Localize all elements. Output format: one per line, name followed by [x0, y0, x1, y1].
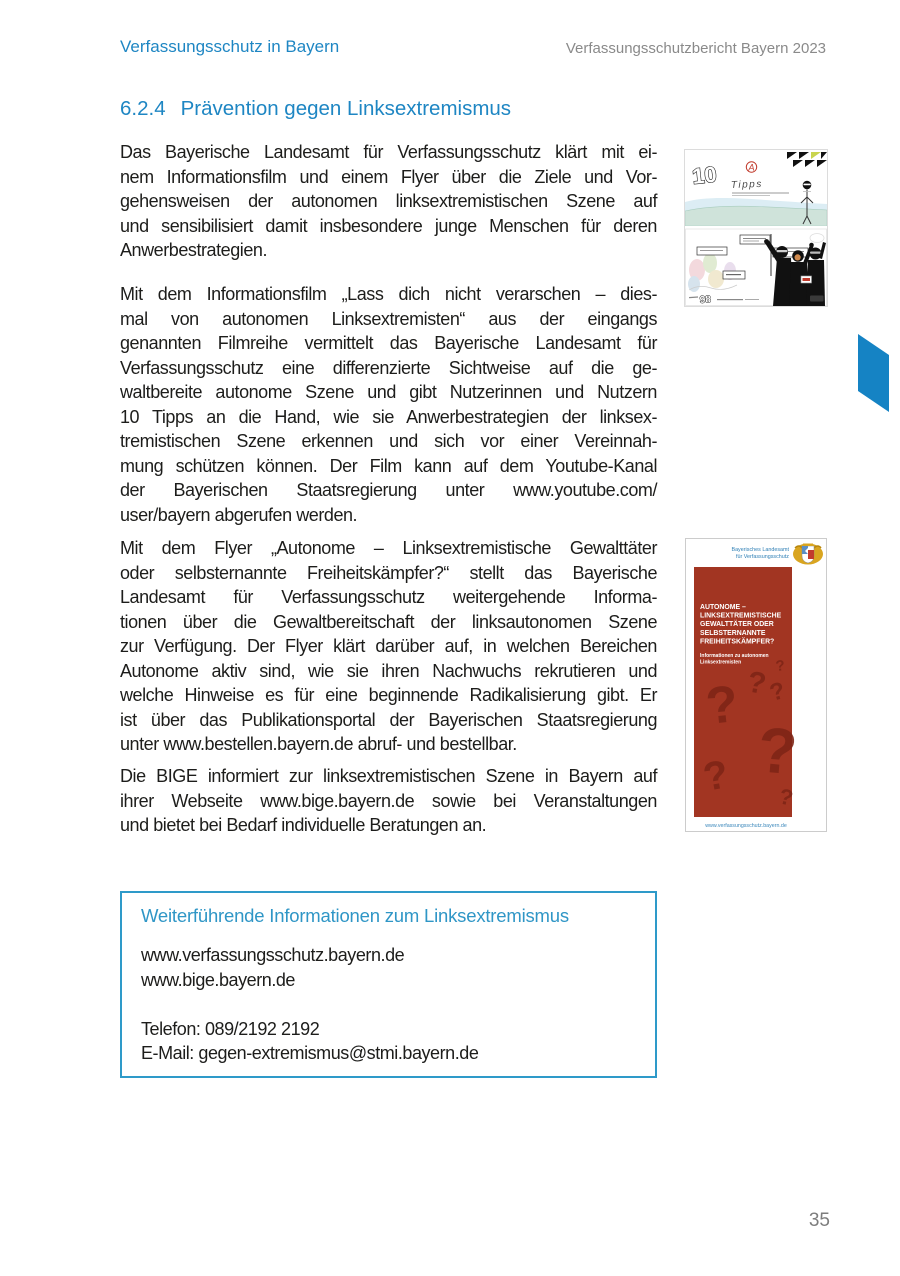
svg-text:?: ? — [774, 657, 786, 675]
info-box-content: www.verfassungsschutz.bayern.de www.bige.bayern.de Telefon: 089/2192 2192 E-Mail: gegen-extremismus@stmi.bayern.de — [141, 945, 479, 1063]
tagline-line2 — [732, 195, 770, 196]
section-number: 6.2.4 — [120, 97, 166, 120]
svg-text:Informationen zu autonomen: Informationen zu autonomen — [700, 653, 769, 659]
svg-text:?: ? — [744, 665, 769, 702]
film-word-tipps: Tipps — [730, 178, 763, 191]
paragraph-flyer: Mit dem Flyer „Autonome – Linksextremistische Gewalttäter oder selbsternannte Freiheitskämpfer?“ stellt das Bayerische Landesamt für Verfassungsschutz weitergehende Informa- tionen über die Gewaltbereitschaft der linksautonomen Szene zur Verfügung. Der Flyer klärt darüber auf, in welchen Bereichen Autonome aktiv sind, wie sie ihren Nachwuchs rekrutieren und welche Hinweise es für eine beginnende Radikalisierung gibt. Er ist über das Publikationsportal der Bayerischen Staatsregierung unter www.bestellen.bayern.de abruf- und bestellbar. — [120, 538, 657, 754]
svg-text:GEWALTTÄTER ODER: GEWALTTÄTER ODER — [700, 621, 774, 629]
flyer-figure — [685, 538, 827, 832]
film-still-illustration — [685, 150, 827, 306]
svg-text:?: ? — [766, 677, 788, 707]
hill-front — [685, 206, 827, 226]
film-number-98: 98 — [699, 294, 712, 306]
page-edge-marker — [858, 334, 889, 412]
svg-text:?: ? — [776, 783, 796, 811]
film-number-10: 10 — [690, 161, 718, 189]
svg-text:SELBSTERNANNTE: SELBSTERNANNTE — [700, 629, 766, 637]
flyer-url: www.verfassungsschutz.bayern.de — [705, 823, 787, 829]
section-heading — [120, 97, 511, 121]
running-header-left: Verfassungsschutz in Bayern — [120, 37, 340, 56]
svg-text:?: ? — [754, 713, 800, 789]
info-box-title: Weiterführende Informationen zum Linksextremismus — [141, 905, 569, 926]
svg-text:?: ? — [699, 752, 732, 800]
paragraph-intro: Das Bayerische Landesamt für Verfassungsschutz klärt mit ei- nem Informationsfilm und einem Flyer über die Ziele und Vor- gehensweisen der autonomen linksextremistischen Szene auf und sensibilisiert damit insbesondere junge Menschen für deren Anwerbestrategien. — [120, 142, 657, 260]
svg-text:LINKSEXTREMISTISCHE: LINKSEXTREMISTISCHE — [700, 612, 782, 620]
paragraph-film: Mit dem Informationsfilm „Lass dich nicht verarschen – dies- mal von autonomen Linksextremisten“ aus der eingangs genannten Filmreihe vermittelt das Bayerische Landesamt für Verfassungsschutz eine differenzierte Sichtweise auf die ge- waltbereite autonome Szene und gibt Nutzerinnen und Nutzern 10 Tipps an die Hand, wie sie Anwerbestrategien der linksex- tremistischen Szene erkennen und sich vor einer Vereinnah- mung schützen können. Der Film kann auf dem Youtube-Kanal der Bayerischen Staatsregierung unter www.youtube.com/ user/bayern abgerufen werden. — [120, 284, 657, 525]
page-number: 35 — [808, 1210, 830, 1231]
section-title: Prävention gegen Linksextremismus — [180, 97, 512, 120]
svg-text:?: ? — [703, 674, 741, 736]
flyer-agency-line2: für Verfassungsschutz — [735, 554, 789, 560]
tagline-line — [732, 193, 789, 194]
flyer-agency-line1: Bayerisches Landesamt — [731, 547, 789, 553]
svg-text:Linksextremisten: Linksextremisten — [700, 659, 742, 666]
svg-text:A: A — [748, 162, 755, 173]
svg-text:FREIHEITSKÄMPFER?: FREIHEITSKÄMPFER? — [700, 638, 775, 646]
film-still-figure — [684, 149, 828, 307]
flyer-cover — [686, 539, 826, 831]
coat-of-arms-icon — [793, 544, 823, 565]
svg-text:AUTONOME –: AUTONOME – — [700, 604, 746, 611]
running-header-right: Verfassungsschutzbericht Bayern 2023 — [565, 40, 826, 57]
paragraph-bige: Die BIGE informiert zur linksextremistischen Szene in Bayern auf ihrer Webseite www.bige.bayern.de sowie bei Veranstaltungen und bietet bei Bedarf individuelle Beratungen an. — [120, 766, 657, 835]
info-box — [120, 891, 657, 1078]
